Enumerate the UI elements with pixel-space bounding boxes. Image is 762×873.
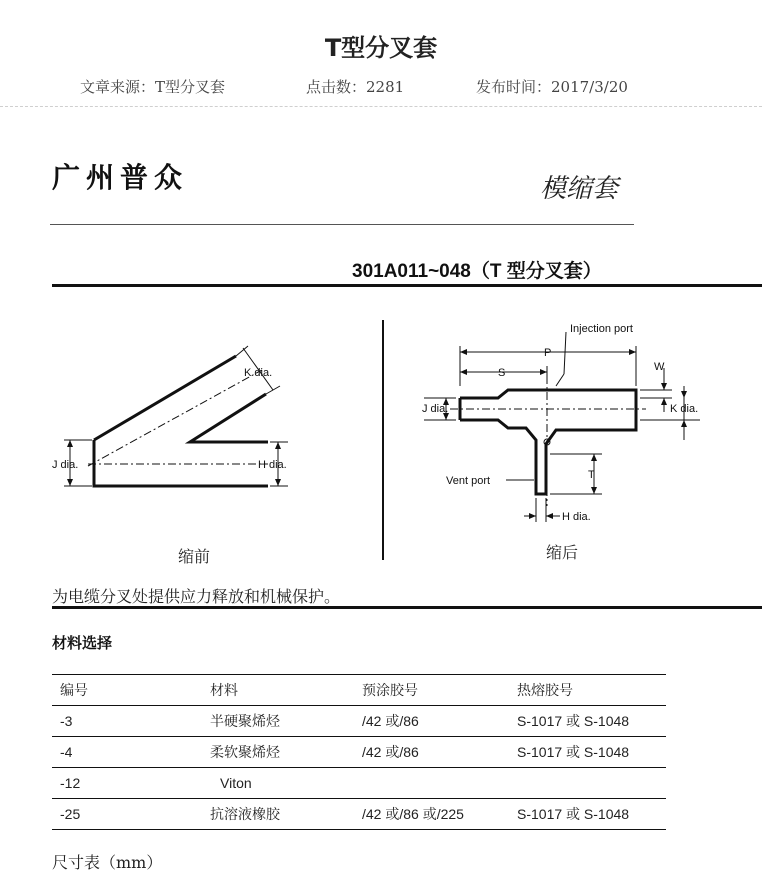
k-dia-label-after: K dia. — [670, 403, 699, 415]
dimensions-section-title: 尺寸表（mm） — [52, 853, 163, 872]
cell-code: -12 — [52, 768, 202, 799]
diagram-before-shrink — [48, 330, 348, 510]
h-dia-label-after: H dia. — [562, 511, 591, 523]
table-row — [52, 737, 666, 768]
publish-date: 发布时间：2017/3/20 — [476, 78, 628, 96]
sleeve-outline-before — [94, 356, 268, 486]
j-dia-label-after: J dia. — [422, 403, 449, 415]
caption-after: 缩后 — [546, 543, 579, 562]
cell-precoat: /42 或/86 — [354, 737, 509, 768]
materials-table — [52, 674, 666, 830]
cell-hotmelt: S-1017 或 S-1048 — [509, 799, 666, 830]
centerlines-before — [88, 370, 268, 466]
injection-port-label: Injection port — [570, 323, 633, 335]
cell-hotmelt — [509, 768, 666, 799]
j-dia-label-before: J dia. — [52, 459, 79, 471]
click-count: 点击数：2281 — [306, 78, 405, 96]
w-label: W — [654, 361, 665, 373]
cell-code: -4 — [52, 737, 202, 768]
table-row — [52, 768, 666, 799]
cell-material: 抗溶液橡胶 — [202, 799, 354, 830]
product-code-title: 301A011~048（T 型分叉套） — [352, 261, 602, 282]
materials-header-row — [52, 675, 666, 706]
header-precoat-adhesive: 预涂胶号 — [354, 675, 509, 706]
dimension-arrows-before — [67, 440, 281, 486]
brand-divider — [50, 224, 634, 225]
k-dia-label-before: K dia. — [244, 367, 273, 379]
product-divider-top — [52, 284, 762, 287]
cell-precoat — [354, 768, 509, 799]
cell-material: 半硬聚烯烃 — [202, 706, 354, 737]
table-row — [52, 799, 666, 830]
caption-before: 缩前 — [178, 547, 211, 566]
header-hotmelt-adhesive: 热熔胶号 — [509, 675, 666, 706]
s-label: S — [498, 367, 506, 379]
article-source: 文章来源：T型分叉套 — [80, 78, 226, 96]
header-divider — [0, 106, 762, 107]
diagram-after-shrink — [410, 316, 730, 536]
article-title: T型分叉套 — [324, 34, 438, 62]
brand-name: 广州普众 — [52, 161, 189, 194]
cell-code: -3 — [52, 706, 202, 737]
cell-material: 柔软聚烯烃 — [202, 737, 354, 768]
brand-subtitle: 模缩套 — [540, 174, 619, 204]
cell-precoat: /42 或/86 — [354, 706, 509, 737]
header-code: 编号 — [52, 675, 202, 706]
cell-material: Viton — [202, 768, 354, 799]
diagram-separator — [382, 320, 384, 560]
cell-precoat: /42 或/86 或/225 — [354, 799, 509, 830]
cell-code: -25 — [52, 799, 202, 830]
product-description: 为电缆分叉处提供应力释放和机械保护。 — [52, 587, 341, 606]
materials-section-title: 材料选择 — [52, 634, 113, 652]
cell-hotmelt: S-1017 或 S-1048 — [509, 737, 666, 768]
description-divider — [52, 606, 762, 609]
p-label: P — [544, 347, 552, 359]
t-label: T — [588, 469, 595, 481]
h-dia-label-before: H dia. — [258, 459, 287, 471]
vent-port-label: Vent port — [446, 475, 491, 487]
cell-hotmelt: S-1017 或 S-1048 — [509, 706, 666, 737]
table-row — [52, 706, 666, 737]
header-material: 材料 — [202, 675, 354, 706]
